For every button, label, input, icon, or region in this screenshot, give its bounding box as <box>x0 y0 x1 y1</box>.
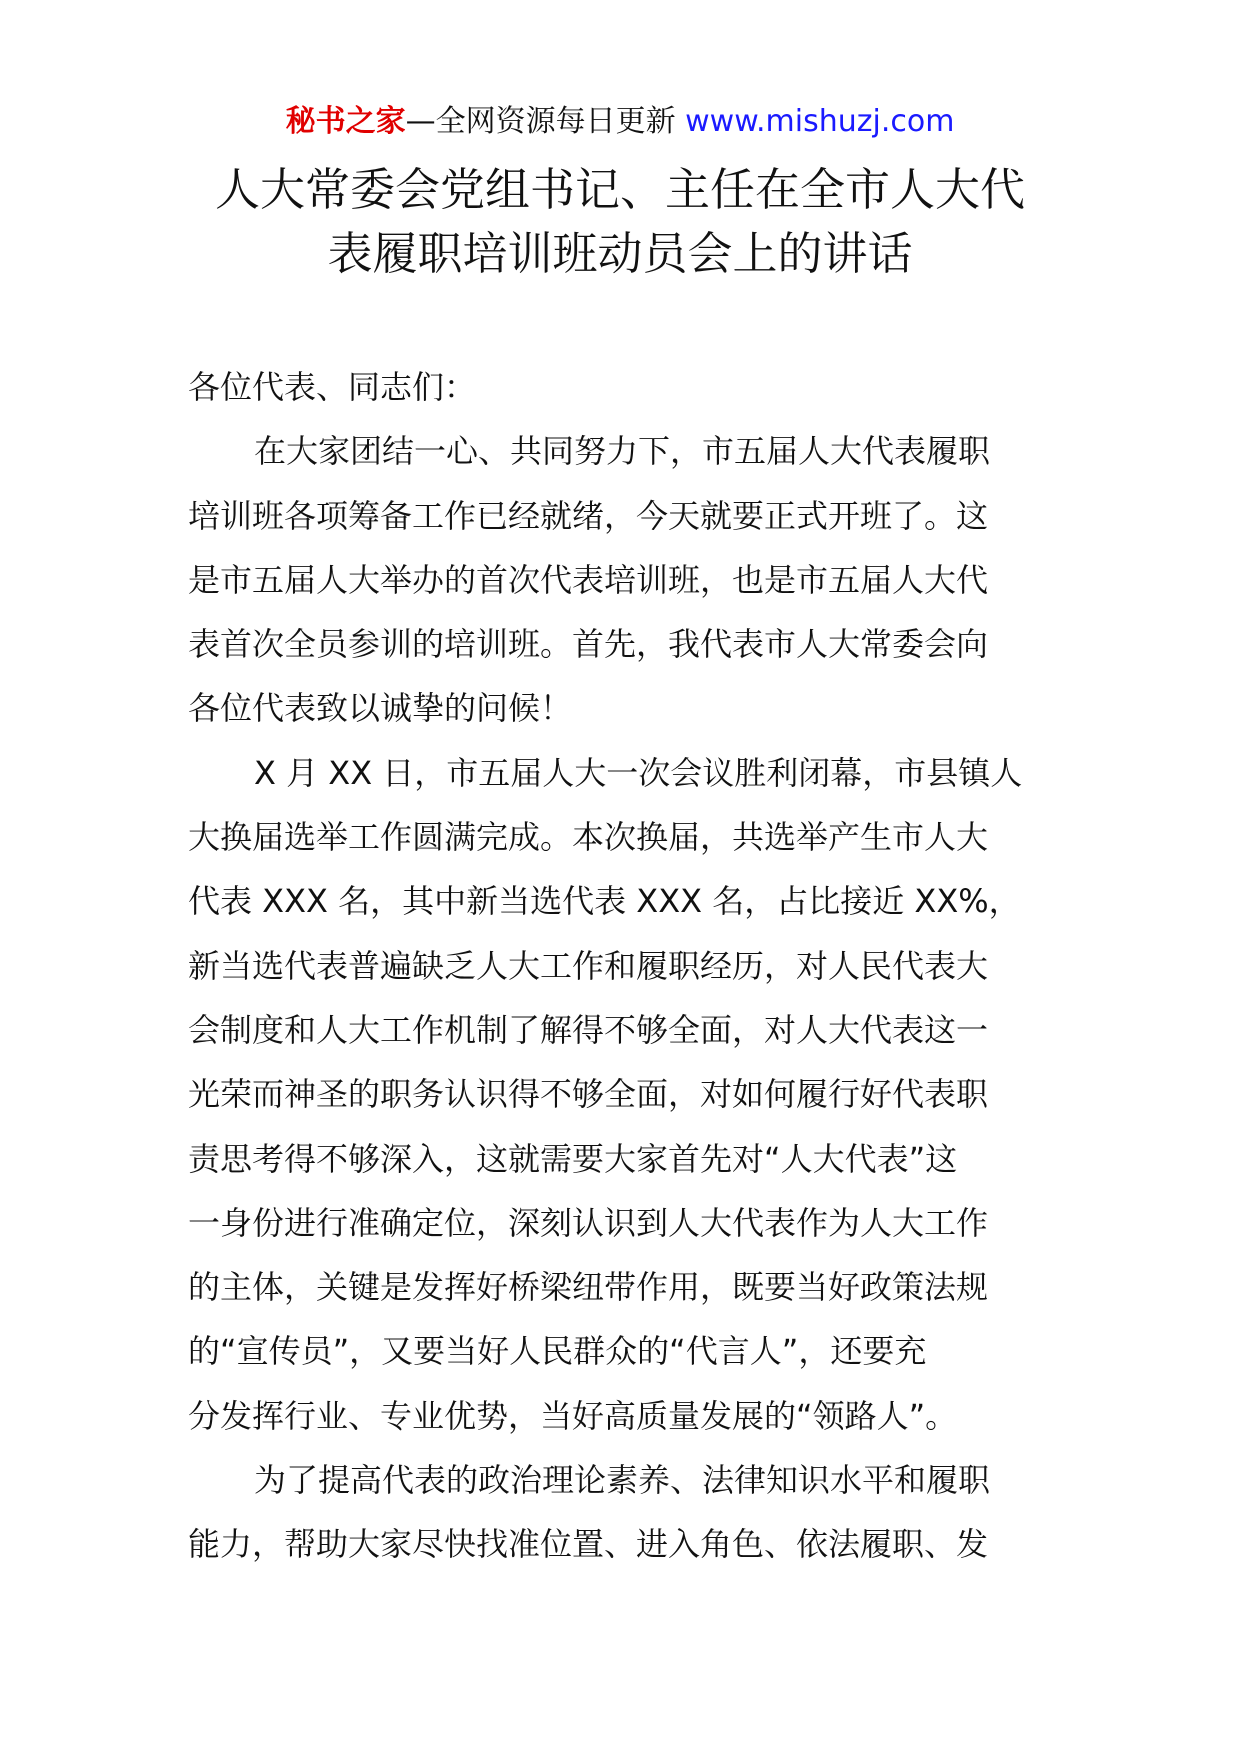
document-title <box>0 158 1240 286</box>
paragraph-line: 大换届选举工作圆满完成。本次换届，共选举产生市人大 <box>188 818 989 857</box>
document-body <box>188 355 1056 1577</box>
title-line-1: 人大常委会党组书记、主任在全市人大代 <box>214 163 1025 216</box>
header-brand: 秘书之家 <box>285 104 406 139</box>
paragraph-line: X 月 XX 日，市五届人大一次会议胜利闭幕，市县镇人 <box>254 753 1023 792</box>
paragraph-line: 分发挥行业、专业优势，当好高质量发展的“领路人”。 <box>188 1396 958 1435</box>
paragraph-line: 责思考得不够深入，这就需要大家首先对“人大代表”这 <box>188 1139 958 1178</box>
paragraph-line: 会制度和人大工作机制了解得不够全面，对人大代表这一 <box>188 1010 989 1049</box>
paragraph-line: 代表 XXX 名，其中新当选代表 XXX 名，占比接近 XX%， <box>188 882 1021 921</box>
paragraph-line: 光荣而神圣的职务认识得不够全面，对如何履行好代表职 <box>188 1075 989 1114</box>
watermark-header <box>0 100 1240 144</box>
header-url-link[interactable]: www.mishuzj.com <box>685 104 955 139</box>
paragraph-line: 为了提高代表的政治理论素养、法律知识水平和履职 <box>254 1461 991 1500</box>
title-line-2: 表履职培训班动员会上的讲话 <box>327 227 913 280</box>
paragraph-line: 培训班各项筹备工作已经就绪，今天就要正式开班了。这 <box>188 496 989 535</box>
paragraph-line: 新当选代表普遍缺乏人大工作和履职经历，对人民代表大 <box>188 946 989 985</box>
paragraph-line: 能力，帮助大家尽快找准位置、进入角色、依法履职、发 <box>188 1525 989 1564</box>
paragraph-line: 的“宣传员”，又要当好人民群众的“代言人”，还要充 <box>188 1332 927 1371</box>
paragraph-line: 表首次全员参训的培训班。首先，我代表市人大常委会向 <box>188 625 989 664</box>
paragraph-3 <box>188 1448 1056 1577</box>
paragraph-2 <box>188 741 1056 1448</box>
header-tagline: —全网资源每日更新 <box>405 104 686 139</box>
paragraph-line: 的主体，关键是发挥好桥梁纽带作用，既要当好政策法规 <box>188 1268 989 1307</box>
paragraph-line: 各位代表致以诚挚的问候！ <box>188 689 573 728</box>
paragraph-line: 是市五届人大举办的首次代表培训班，也是市五届人大代 <box>188 560 989 599</box>
salutation: 各位代表、同志们： <box>188 368 477 406</box>
paragraph-1 <box>188 419 1056 740</box>
paragraph-line: 在大家团结一心、共同努力下，市五届人大代表履职 <box>254 432 991 471</box>
paragraph-line: 一身份进行准确定位，深刻认识到人大代表作为人大工作 <box>188 1203 989 1242</box>
